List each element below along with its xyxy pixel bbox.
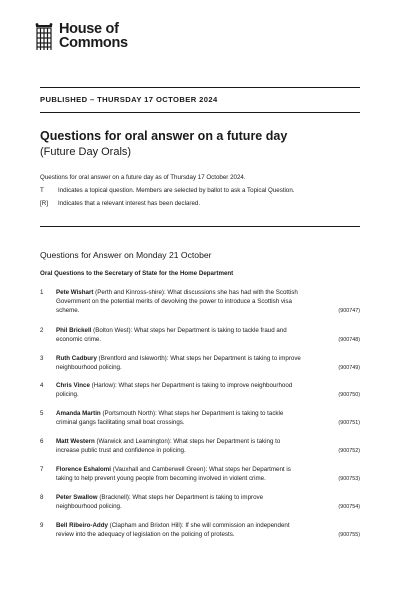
- question-line: [56, 297, 334, 306]
- question-body: [56, 354, 334, 372]
- question-line: [56, 306, 334, 315]
- question-line: [56, 465, 334, 474]
- intro-text: Questions for oral answer on a future day as of Thursday 17 October 2024.: [40, 174, 246, 181]
- question-text: policing.: [56, 391, 79, 399]
- question-reference: (900752): [338, 448, 360, 455]
- question-line: [56, 390, 334, 399]
- question-line: [56, 363, 334, 372]
- question-line: [56, 502, 334, 511]
- department-heading: Oral Questions to the Secretary of State for the Home Department: [40, 270, 234, 277]
- member-name: Bell Ribeiro-Addy: [56, 522, 108, 529]
- question-reference: (900747): [338, 308, 360, 315]
- question-body: [56, 437, 334, 455]
- question-line: [56, 521, 334, 530]
- question-line: [56, 381, 334, 390]
- question-text: economic crime.: [56, 336, 102, 344]
- question-body: [56, 493, 334, 511]
- legend-text: Indicates a topical question. Members are selected by ballot to ask a Topical Question.: [58, 187, 295, 194]
- question-line: [56, 474, 334, 483]
- question-text: What steps her Department is taking to tackle fraud and: [133, 327, 287, 334]
- house-of-commons-logo: [34, 22, 128, 51]
- section-heading: Questions for Answer on Monday 21 October: [40, 250, 212, 260]
- legend-interest: [40, 200, 200, 207]
- legend-topical: [40, 187, 295, 194]
- question-text: scheme.: [56, 307, 80, 315]
- member-name: Chris Vince: [56, 382, 90, 389]
- question-text: What discussions she has had with the Scottish: [167, 289, 298, 296]
- question-number: 8: [40, 494, 44, 501]
- published-date: PUBLISHED – THURSDAY 17 OCTOBER 2024: [40, 95, 218, 104]
- logo-line-2: Commons: [59, 35, 128, 51]
- member-constituency: (Harlow):: [91, 382, 117, 389]
- question-text: What steps her Department is taking to improve: [170, 355, 301, 362]
- member-constituency: (Clapham and Brixton Hill):: [109, 522, 184, 529]
- member-constituency: (Perth and Kinross-shire):: [95, 289, 166, 296]
- portcullis-icon: [34, 23, 54, 51]
- question-number: 2: [40, 327, 44, 334]
- member-constituency: (Portsmouth North):: [102, 410, 157, 417]
- question-text: What steps her Department is taking to improve: [132, 494, 264, 501]
- member-constituency: (Bracknell):: [99, 494, 131, 501]
- question-line: [56, 409, 334, 418]
- divider-published: [40, 112, 360, 113]
- question-body: [56, 465, 334, 483]
- question-text: If she will commission an independent: [185, 522, 290, 529]
- question-line: [56, 288, 334, 297]
- question-reference: (900749): [338, 365, 360, 372]
- question-body: [56, 409, 334, 427]
- question-text: What steps her Department is taking to: [173, 438, 281, 445]
- question-text: neighbourhood policing.: [56, 503, 122, 511]
- legend-mark: [R]: [40, 200, 48, 207]
- question-line: [56, 446, 334, 455]
- question-reference: (900750): [338, 392, 360, 399]
- logo-line-1: House of: [59, 21, 119, 37]
- legend-mark: T: [40, 187, 44, 194]
- question-line: [56, 326, 334, 335]
- member-constituency: (Vauxhall and Camberwell Green):: [112, 466, 208, 473]
- member-name: Phil Brickell: [56, 327, 92, 334]
- question-line: [56, 418, 334, 427]
- member-name: Amanda Martin: [56, 410, 101, 417]
- divider-top: [40, 87, 360, 88]
- question-reference: (900754): [338, 504, 360, 511]
- question-reference: (900748): [338, 337, 360, 344]
- question-number: 9: [40, 522, 44, 529]
- question-number: 5: [40, 410, 44, 417]
- question-body: [56, 381, 334, 399]
- question-number: 4: [40, 382, 44, 389]
- question-line: [56, 437, 334, 446]
- question-text: neighbourhood policing.: [56, 364, 122, 372]
- member-constituency: (Warwick and Leamington):: [96, 438, 172, 445]
- divider-section: [40, 226, 360, 227]
- member-name: Florence Eshalomi: [56, 466, 112, 473]
- question-body: [56, 288, 334, 316]
- member-name: Matt Western: [56, 438, 95, 445]
- question-text: taking to help prevent young people from becoming involved in violent crime.: [56, 475, 266, 483]
- question-number: 1: [40, 289, 44, 296]
- question-line: [56, 493, 334, 502]
- question-reference: (900753): [338, 476, 360, 483]
- question-number: 3: [40, 355, 44, 362]
- page-subtitle: (Future Day Orals): [40, 146, 132, 158]
- question-text: Government on the potential merits of devolving the power to introduce a Scottish visa: [56, 298, 292, 306]
- question-number: 6: [40, 438, 44, 445]
- question-line: [56, 354, 334, 363]
- question-body: [56, 326, 334, 344]
- question-text: increase public trust and confidence in policing.: [56, 447, 186, 455]
- page-title: Questions for oral answer on a future day: [40, 129, 288, 143]
- question-text: criminal gangs facilitating small boat crossings.: [56, 419, 185, 427]
- member-constituency: (Brentford and Isleworth):: [98, 355, 169, 362]
- member-constituency: (Bolton West):: [93, 327, 133, 334]
- question-body: [56, 521, 334, 539]
- member-name: Peter Swallow: [56, 494, 98, 501]
- question-number: 7: [40, 466, 44, 473]
- question-line: [56, 530, 334, 539]
- question-line: [56, 335, 334, 344]
- legend-text: Indicates that a relevant interest has been declared.: [58, 200, 201, 207]
- logo-wordmark: [59, 22, 128, 50]
- question-text: What steps her Department is taking to tackle: [158, 410, 284, 417]
- question-reference: (900751): [338, 420, 360, 427]
- question-text: What steps her Department is taking to improve neighbourhood: [118, 382, 293, 389]
- question-text: What steps her Department is: [208, 466, 291, 473]
- question-text: review into the adequacy of legislation on the policing of protests.: [56, 531, 235, 539]
- question-reference: (900755): [338, 532, 360, 539]
- member-name: Pete Wishart: [56, 289, 94, 296]
- member-name: Ruth Cadbury: [56, 355, 97, 362]
